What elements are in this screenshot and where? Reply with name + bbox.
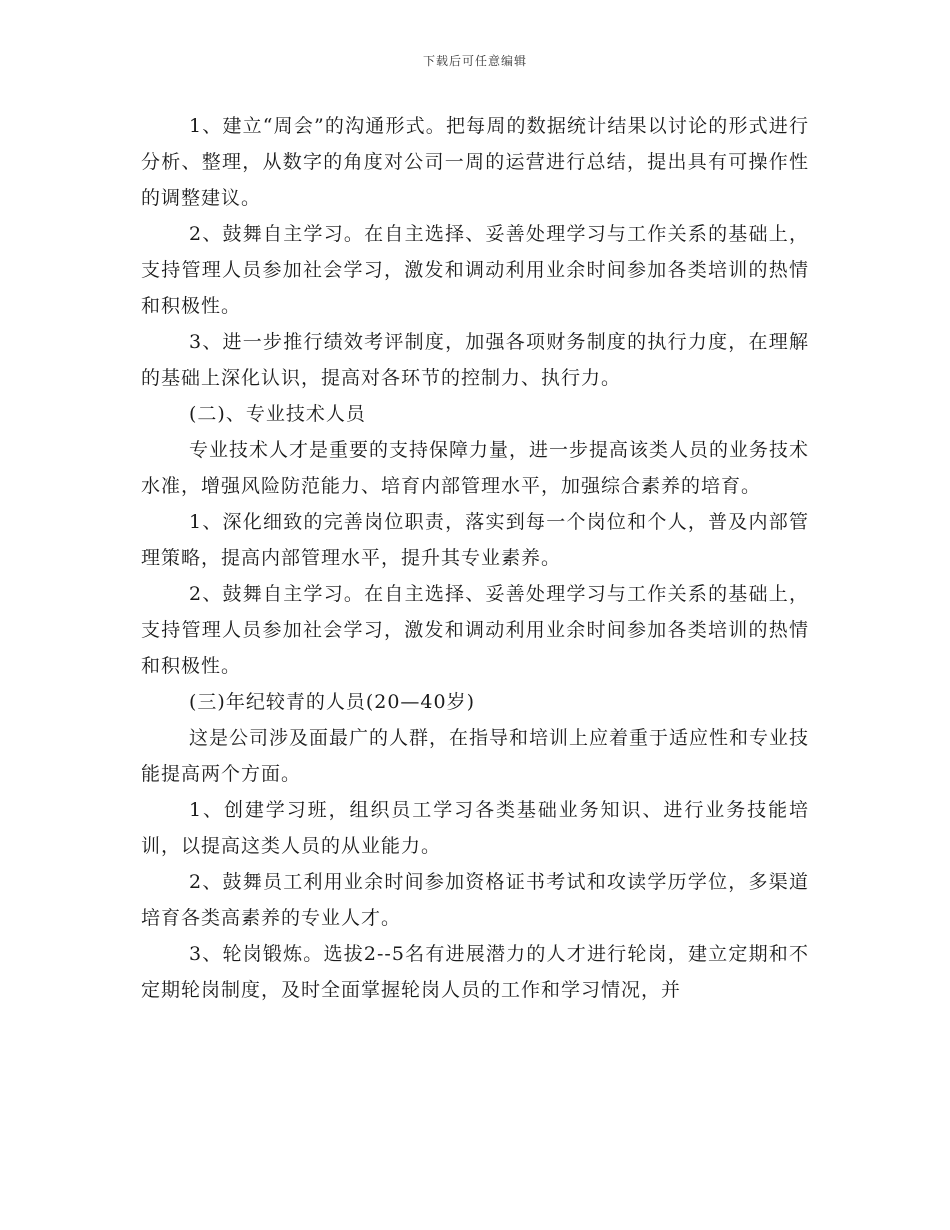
- section-heading-young-staff: (三)年纪较青的人员(20—40岁): [189, 691, 476, 713]
- paragraph-certification: 2、鼓舞员工利用业余时间参加资格证书考试和攻读学历学位，多渠道培育各类高素养的专业人才。: [141, 871, 809, 929]
- page-header: 下载后可任意编辑: [422, 54, 527, 68]
- paragraph-self-study: 2、鼓舞自主学习。在自主选择、妥善处理学习与工作关系的基础上，支持管理人员参加社会学习，激发和调动利用业余时间参加各类培训的热情和积极性。: [141, 223, 809, 317]
- section-heading-technical-staff: (二)、专业技术人员: [189, 403, 366, 425]
- document-body: [141, 108, 809, 1008]
- paragraph-job-rotation: 3、轮岗锻炼。选拔2--5名有进展潜力的人才进行轮岗，建立定期和不定期轮岗制度，及时全面掌握轮岗人员的工作和学习情况，并: [141, 943, 809, 1001]
- paragraph-young-staff-intro: 这是公司涉及面最广的人群，在指导和培训上应着重于适应性和专业技能提高两个方面。: [141, 727, 810, 785]
- paragraph-job-duties: 1、深化细致的完善岗位职责，落实到每一个岗位和个人，普及内部管理策略，提高内部管理水平，提升其专业素养。: [141, 511, 809, 569]
- paragraph-study-class: 1、创建学习班，组织员工学习各类基础业务知识、进行业务技能培训，以提高这类人员的从业能力。: [141, 799, 809, 857]
- paragraph-weekly-meeting: 1、建立“周会”的沟通形式。把每周的数据统计结果以讨论的形式进行分析、整理，从数字的角度对公司一周的运营进行总结，提出具有可操作性的调整建议。: [141, 115, 809, 209]
- paragraph-technical-staff-intro: 专业技术人才是重要的支持保障力量，进一步提高该类人员的业务技术水准，增强风险防范能力、培育内部管理水平，加强综合素养的培育。: [141, 439, 810, 497]
- paragraph-self-study-2: 2、鼓舞自主学习。在自主选择、妥善处理学习与工作关系的基础上，支持管理人员参加社会学习，激发和调动利用业余时间参加各类培训的热情和积极性。: [141, 583, 809, 677]
- paragraph-performance-review: 3、进一步推行绩效考评制度，加强各项财务制度的执行力度，在理解的基础上深化认识，提高对各环节的控制力、执行力。: [141, 331, 809, 389]
